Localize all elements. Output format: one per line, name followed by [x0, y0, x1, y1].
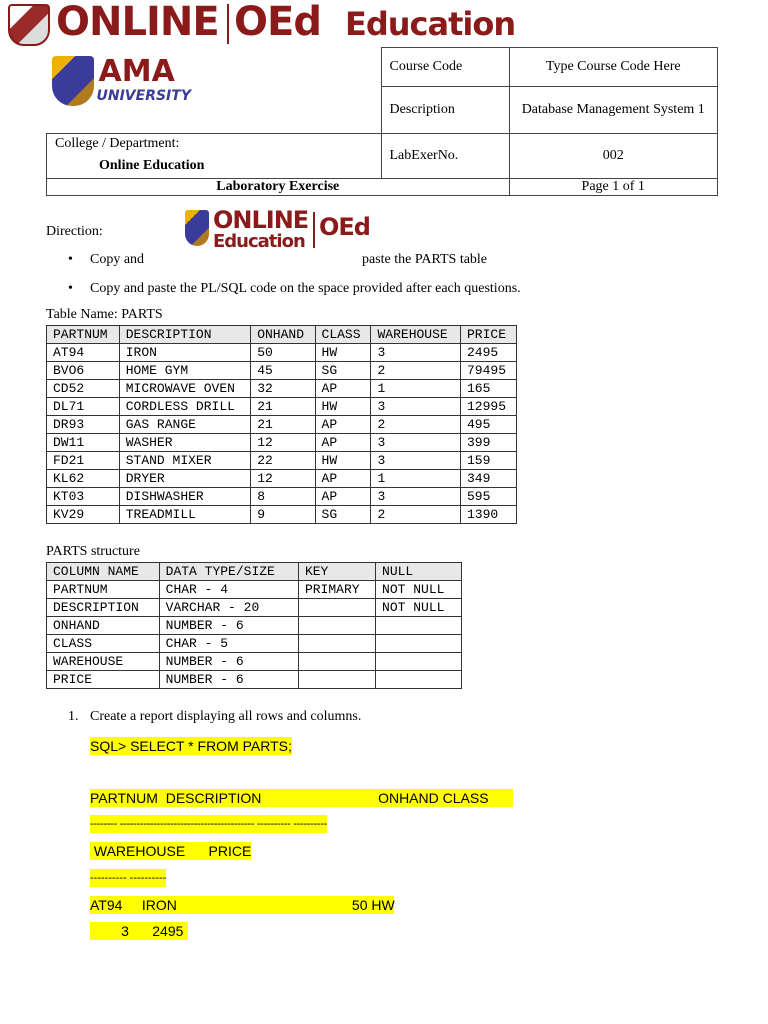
table-cell: VARCHAR - 20: [159, 599, 298, 617]
table-row: [47, 344, 517, 362]
output-separator-1: -------- ---------------------------------------- ---------- ----------: [90, 815, 327, 833]
table-row: [47, 506, 517, 524]
column-header: KEY: [298, 563, 375, 581]
table-cell: CORDLESS DRILL: [119, 398, 250, 416]
labexer-value: 002: [509, 134, 718, 179]
table-cell: 3: [371, 488, 461, 506]
course-code-label: Course Code: [381, 48, 509, 87]
table-cell: 21: [251, 416, 315, 434]
table-cell: 3: [371, 434, 461, 452]
table-cell: [376, 671, 462, 689]
table-cell: 9: [251, 506, 315, 524]
parts-table-title: Table Name: PARTS: [46, 307, 163, 322]
table-cell: 21: [251, 398, 315, 416]
table-cell: KT03: [47, 488, 120, 506]
table-cell: AT94: [47, 344, 120, 362]
table-row: [47, 617, 462, 635]
output-header-1: PARTNUM DESCRIPTION ONHAND CLASS: [90, 789, 513, 807]
table-cell: 12: [251, 434, 315, 452]
online-education-logo: ONLINE: [56, 0, 219, 45]
college-value: Online Education: [99, 158, 205, 173]
table-cell: AP: [315, 416, 371, 434]
table-cell: 45: [251, 362, 315, 380]
output-header-2: WAREHOUSE PRICE: [90, 843, 252, 859]
table-cell: HOME GYM: [119, 362, 250, 380]
table-cell: 349: [461, 470, 517, 488]
output-row-1-cont: 3 2495: [90, 922, 188, 940]
table-cell: CHAR - 4: [159, 581, 298, 599]
ama-logo: AMA: [98, 53, 175, 89]
table-cell: 3: [371, 398, 461, 416]
table-cell: CHAR - 5: [159, 635, 298, 653]
course-code-value[interactable]: Type Course Code Here: [509, 48, 718, 87]
parts-table: [46, 325, 517, 524]
output-separator-2: ---------- ----------: [90, 869, 166, 887]
table-cell: 12995: [461, 398, 517, 416]
output-row-1: AT94 IRON 50 HW: [90, 897, 395, 913]
table-cell: NOT NULL: [376, 599, 462, 617]
table-row: [47, 653, 462, 671]
table-cell: 495: [461, 416, 517, 434]
question-text: Create a report displaying all rows and columns.: [90, 709, 362, 724]
table-cell: [376, 653, 462, 671]
table-cell: 2: [371, 416, 461, 434]
table-cell: NUMBER - 6: [159, 671, 298, 689]
table-cell: [298, 653, 375, 671]
table-cell: CLASS: [47, 635, 160, 653]
table-row: [47, 362, 517, 380]
table-row: [47, 452, 517, 470]
labexer-label: LabExerNo.: [381, 134, 509, 179]
table-cell: AP: [315, 488, 371, 506]
table-cell: WASHER: [119, 434, 250, 452]
table-cell: 165: [461, 380, 517, 398]
table-row: [47, 416, 517, 434]
column-header: WAREHOUSE: [371, 326, 461, 344]
table-cell: STAND MIXER: [119, 452, 250, 470]
direction-bullet-1b: paste the PARTS table: [362, 252, 488, 267]
table-row: [47, 581, 462, 599]
page-indicator: Page 1 of 1: [509, 179, 718, 196]
table-row: [47, 434, 517, 452]
sql-command: SQL> SELECT * FROM PARTS;: [90, 738, 292, 754]
direction-bullet-2: Copy and paste the PL/SQL code on the space provided after each questions.: [90, 281, 521, 296]
direction-label: Direction:: [46, 224, 103, 239]
table-cell: DL71: [47, 398, 120, 416]
table-cell: 2495: [461, 344, 517, 362]
lab-exercise-title: Laboratory Exercise: [47, 179, 510, 196]
table-cell: 1: [371, 380, 461, 398]
description-value: Database Management System 1: [509, 87, 718, 134]
table-cell: GAS RANGE: [119, 416, 250, 434]
table-cell: AP: [315, 470, 371, 488]
table-cell: 3: [371, 344, 461, 362]
table-cell: DR93: [47, 416, 120, 434]
table-cell: [298, 635, 375, 653]
table-cell: HW: [315, 452, 371, 470]
table-header-row: [47, 563, 462, 581]
description-label: Description: [381, 87, 509, 134]
table-cell: KL62: [47, 470, 120, 488]
college-label: College / Department:: [55, 136, 180, 151]
column-header: PRICE: [461, 326, 517, 344]
table-cell: 399: [461, 434, 517, 452]
column-header: PARTNUM: [47, 326, 120, 344]
table-cell: DESCRIPTION: [47, 599, 160, 617]
table-row: [47, 635, 462, 653]
ama-shield-icon: [8, 4, 50, 46]
table-cell: ONHAND: [47, 617, 160, 635]
course-header-table: [46, 47, 718, 196]
table-cell: [376, 617, 462, 635]
table-cell: 12: [251, 470, 315, 488]
table-cell: DRYER: [119, 470, 250, 488]
table-row: [47, 380, 517, 398]
table-cell: [298, 671, 375, 689]
table-cell: 50: [251, 344, 315, 362]
table-cell: 2: [371, 362, 461, 380]
table-cell: FD21: [47, 452, 120, 470]
table-cell: NOT NULL: [376, 581, 462, 599]
table-cell: DW11: [47, 434, 120, 452]
column-header: DATA TYPE/SIZE: [159, 563, 298, 581]
table-row: [47, 398, 517, 416]
table-cell: [376, 635, 462, 653]
table-cell: PRIMARY: [298, 581, 375, 599]
column-header: DESCRIPTION: [119, 326, 250, 344]
column-header: CLASS: [315, 326, 371, 344]
table-cell: KV29: [47, 506, 120, 524]
table-cell: 595: [461, 488, 517, 506]
ama-logo-cell: AMA UNIVERSITY: [47, 48, 382, 134]
table-cell: HW: [315, 344, 371, 362]
table-cell: AP: [315, 434, 371, 452]
oed-logo: ONLINE Education OEd: [185, 208, 367, 252]
table-cell: 8: [251, 488, 315, 506]
table-cell: 22: [251, 452, 315, 470]
table-cell: 3: [371, 452, 461, 470]
table-row: [47, 671, 462, 689]
table-cell: [298, 599, 375, 617]
table-cell: NUMBER - 6: [159, 617, 298, 635]
table-cell: MICROWAVE OVEN: [119, 380, 250, 398]
table-cell: PARTNUM: [47, 581, 160, 599]
table-cell: 32: [251, 380, 315, 398]
question-number: 1.: [68, 709, 79, 724]
table-header-row: [47, 326, 517, 344]
direction-bullet-1a: Copy and: [90, 252, 145, 267]
table-cell: BVO6: [47, 362, 120, 380]
table-cell: PRICE: [47, 671, 160, 689]
table-cell: AP: [315, 380, 371, 398]
document-page: ONLINE OEd Education AMA UNIVERSITY Course Code Type Course Code Here Description Database Management System 1 College / Department: Online Education LabExerNo. 002 Laboratory Exercise Page 1 of 1 Direction: ONLINE Education OEd • Copy and paste the PARTS table • Copy and paste the PL/SQL code on the space provided after each questions. Table Name: PARTS PARTNUM DESCRIPTION ONHAND CLASS WAREHOUSE PRICE AT94 IRON 50 HW 3 2495 BVO6 HOME GYM 45 SG 2 79495 CD52 MICROWAVE OVEN 32 AP 1 165 DL71 CORDLESS DRILL 21 HW 3 12995 DR93 GAS RANGE 21 AP 2 495 DW11 WASHER 12 AP 3 399 FD21 STAND MIXER 22 HW 3 159 KL62 DRYER 12 AP 1 349 KT03 DISHWASHER 8 AP 3 595 KV29 TREADMILL 9 SG 2 1390 PARTS structure COLUMN NAME DATA TYPE/SIZE KEY NULL PARTNUM CHAR - 4 PRIMARY NOT NULL DESCRIPTION VARCHAR - 20 NOT NULL ONHAND NUMBER - 6 CLASS CHAR - 5 WAREHOUSE NUMBER - 6 PRICE NUMBER - 6 1. Create a report displaying all rows and columns. SQL> SELECT * FROM PARTS; PARTNUM DESCRIPTION ONHAND CLASS -------- ---------------------------------------- ---------- ---------- WAREHOUSE PRICE ---------- ---------- AT94 IRON 50 HW 3 2495: [0, 0, 768, 1024]
table-cell: [298, 617, 375, 635]
table-cell: SG: [315, 506, 371, 524]
column-header: ONHAND: [251, 326, 315, 344]
table-cell: 159: [461, 452, 517, 470]
table-cell: 1: [371, 470, 461, 488]
table-row: [47, 488, 517, 506]
structure-title: PARTS structure: [46, 544, 140, 559]
table-cell: IRON: [119, 344, 250, 362]
table-cell: 79495: [461, 362, 517, 380]
table-cell: SG: [315, 362, 371, 380]
ama-crest-icon: [52, 56, 94, 106]
column-header: COLUMN NAME: [47, 563, 160, 581]
column-header: NULL: [376, 563, 462, 581]
table-cell: CD52: [47, 380, 120, 398]
table-cell: 1390: [461, 506, 517, 524]
table-row: [47, 599, 462, 617]
table-cell: WAREHOUSE: [47, 653, 160, 671]
table-cell: DISHWASHER: [119, 488, 250, 506]
table-cell: NUMBER - 6: [159, 653, 298, 671]
table-cell: HW: [315, 398, 371, 416]
table-row: [47, 470, 517, 488]
structure-table: [46, 562, 462, 689]
table-cell: 2: [371, 506, 461, 524]
table-cell: TREADMILL: [119, 506, 250, 524]
